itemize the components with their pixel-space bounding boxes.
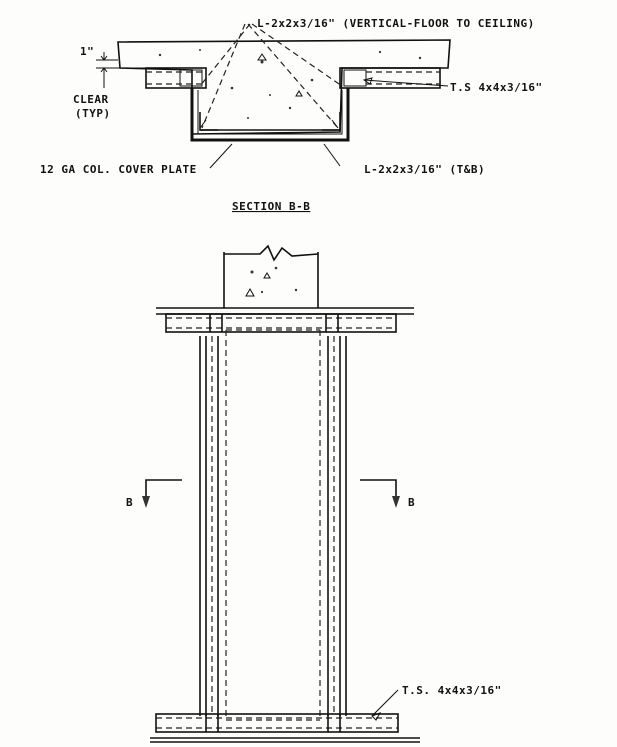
elevation-view: [142, 246, 420, 742]
tube-steel-left: [146, 68, 206, 88]
label-cover-plate: 12 GA COL. COVER PLATE: [40, 163, 197, 176]
section-cut-left: [142, 480, 182, 508]
label-tube-bottom: T.S. 4x4x3/16": [402, 684, 502, 697]
label-clear-line2: (TYP): [75, 107, 111, 120]
label-cut-left: B: [126, 496, 134, 509]
section-cut-right: [360, 480, 400, 508]
label-clear-line1: CLEAR: [73, 93, 109, 106]
vertical-angle-left: [200, 336, 218, 716]
section-title: SECTION B-B: [232, 200, 311, 213]
label-cut-right: B: [408, 496, 416, 509]
leader-lines-top: [200, 24, 342, 128]
label-angle-vertical: L-2x2x3/16" (VERTICAL-FLOOR TO CEILING): [257, 17, 535, 30]
vertical-angle-right: [328, 336, 346, 716]
label-tube-top: T.S 4x4x3/16": [450, 81, 543, 94]
tube-steel-right: [340, 68, 440, 88]
clear-dimension: [96, 52, 146, 88]
concrete-column-above: [224, 246, 318, 308]
floor-slab: [118, 40, 450, 134]
label-clear-dim: 1": [80, 45, 95, 58]
plan-section: [96, 24, 450, 168]
label-angle-tb: L-2x2x3/16" (T&B): [364, 163, 486, 176]
